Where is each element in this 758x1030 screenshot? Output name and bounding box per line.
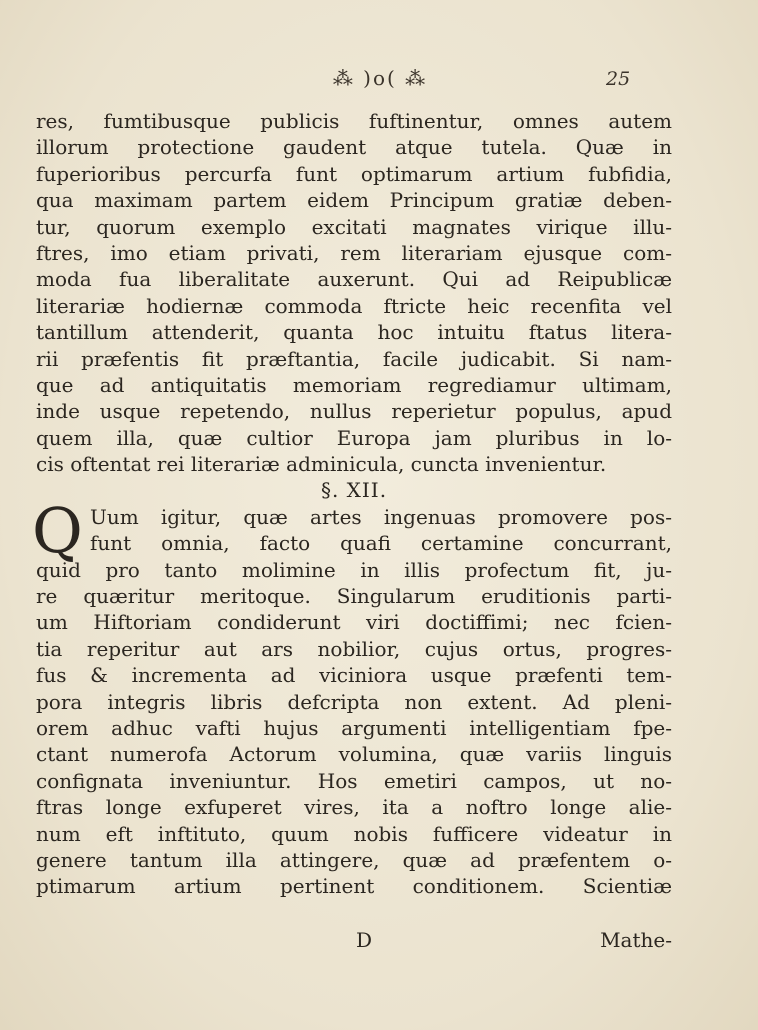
page-body (32, 108, 672, 900)
text-line: inde usque repetendo, nullus reperietur populus, apud (36, 399, 672, 424)
text-line: ptimarum artium pertinent conditionem. Scientiæ (36, 874, 672, 899)
signature-mark: D (356, 928, 373, 952)
text-line: ftres, imo etiam privati, rem literariam ejusque com- (36, 240, 672, 265)
text-line: num eft inftituto, quum nobis fufficere videatur in (36, 821, 672, 846)
text-line: rii præfentis fit præftantia, facile judicabit. Si nam- (36, 346, 672, 371)
text-line: que ad antiquitatis memoriam regrediamur ultimam, (36, 372, 672, 397)
text-line: um Hiftoriam condiderunt viri doctiffimi; nec fcien- (36, 610, 672, 635)
text-line: pora integris libris defcripta non extent. Ad pleni- (36, 689, 672, 714)
paragraph-2 (32, 493, 672, 900)
page-number: 25 (606, 68, 631, 90)
text-line: quid pro tanto molimine in illis profectum fit, ju- (36, 557, 672, 582)
paragraph-1 (36, 108, 672, 477)
header-ornament: ⁂ )o( ⁂ (332, 66, 428, 90)
text-line: tantillum attenderit, quanta hoc intuitu ftatus litera- (36, 320, 672, 345)
text-line: ctant numerofa Actorum volumina, quæ variis linguis (36, 742, 672, 767)
text-line: re quæritur meritoque. Singularum eruditionis parti- (36, 584, 672, 609)
text-line: qua maximam partem eidem Principum gratiæ deben- (36, 188, 672, 213)
text-line: confignata inveniuntur. Hos emetiri campos, ut no- (36, 768, 672, 793)
text-line: genere tantum illa attingere, quæ ad præfentem o- (36, 847, 672, 872)
text-line: cis oftentat rei literariæ adminicula, cuncta invenientur. (36, 452, 607, 477)
text-line: quem illa, quæ cultior Europa jam pluribus in lo- (36, 425, 672, 450)
page-footer (36, 926, 672, 954)
text-line: Uum igitur, quæ artes ingenuas promovere pos- (90, 504, 672, 529)
paragraph-2-lines (36, 557, 672, 900)
text-line: illorum protectione gaudent atque tutela. Quæ in (36, 135, 672, 160)
text-line: tur, quorum exemplo excitati magnates virique illu- (36, 214, 672, 239)
text-line: tia reperitur aut ars nobilior, cujus ortus, progres- (36, 636, 672, 661)
text-line: ftras longe exfuperet vires, ita a noftro longe alie- (36, 795, 672, 820)
text-line: moda fua liberalitate auxerunt. Qui ad Reipublicæ (36, 267, 672, 292)
section-heading: §. XII. (320, 478, 388, 503)
text-line: fuperioribus percurfa funt optimarum artium fubfidia, (36, 161, 672, 186)
catchword: Mathe- (600, 928, 672, 952)
text-line: orem adhuc vafti hujus argumenti intelligentiam fpe- (36, 715, 672, 740)
text-line: funt omnia, facto quafi certamine concurrant, (90, 531, 672, 556)
paragraph-2-indented-lines (36, 504, 672, 557)
text-line: fus & incrementa ad viciniora usque præfenti tem- (36, 663, 672, 688)
drop-cap: Q (32, 493, 83, 567)
text-line: literariæ hodiernæ commoda ftricte heic recenfita vel (36, 293, 672, 318)
text-line: res, fumtibusque publicis fuftinentur, omnes autem (36, 109, 672, 133)
